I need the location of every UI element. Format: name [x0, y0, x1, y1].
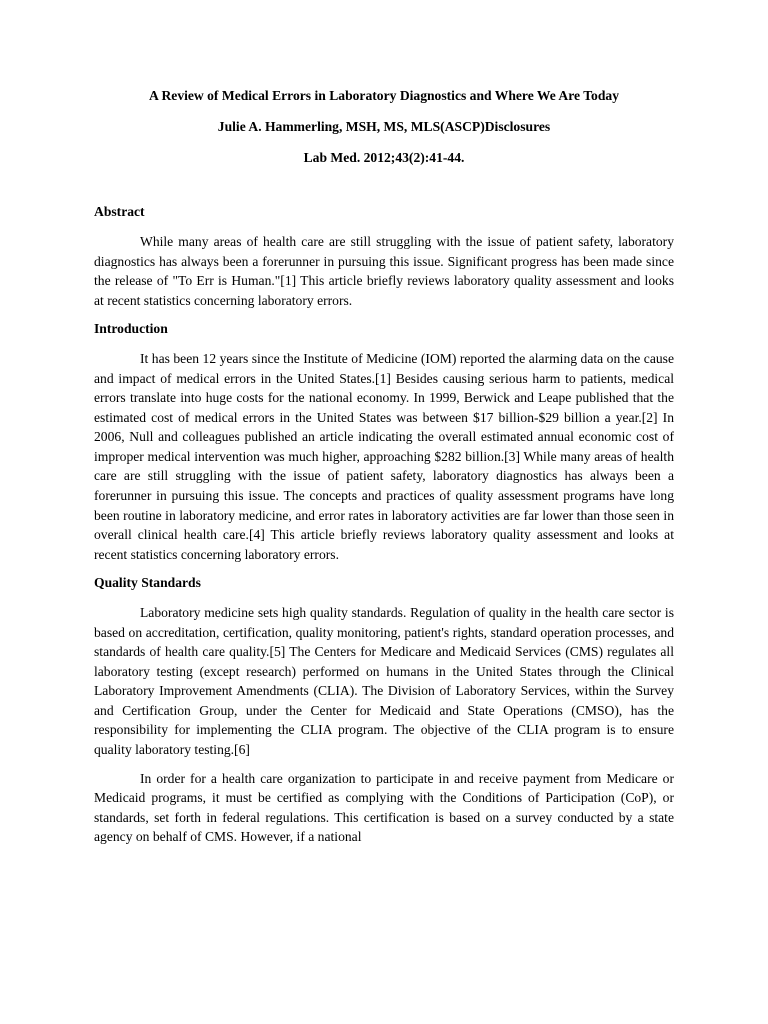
- document-title: A Review of Medical Errors in Laboratory Diagnostics and Where We Are Today: [149, 88, 619, 103]
- paragraph: Laboratory medicine sets high quality standards. Regulation of quality in the health care sector is based on accreditation, certification, quality monitoring, patient's rights, standard operation processes, and standards of health care quality.[5] The Centers for Medicare and Medicaid Services (CMS) regulates all laboratory testing (except research) performed on humans in the United States through the Clinical Laboratory Improvement Amendments (CLIA). The Division of Laboratory Services, within the Survey and Certification Group, under the Center for Medicaid and State Operations (CMSO), has the responsibility for implementing the CLIA program. The objective of the CLIA program is to ensure quality laboratory testing.[6]: [94, 605, 674, 758]
- document-author: Julie A. Hammerling, MSH, MS, MLS(ASCP)Disclosures: [217, 119, 551, 134]
- section-heading: Introduction: [94, 321, 168, 337]
- title-block: [94, 86, 674, 168]
- paragraph: While many areas of health care are still struggling with the issue of patient safety, laboratory diagnostics has always been a forerunner in pursuing this issue. Significant progress has been made since the release of "To Err is Human."[1] This article briefly reviews laboratory quality assessment and looks at recent statistics concerning laboratory errors.: [94, 234, 674, 308]
- section-introduction: [94, 319, 674, 564]
- paragraph: It has been 12 years since the Institute of Medicine (IOM) reported the alarming data on the cause and impact of medical errors in the United States.[1] Besides causing serious harm to patients, medical errors translate into huge costs for the national economy. In 1999, Berwick and Leape published that the estimated cost of medical errors in the United States was between $17 billion-$29 billion a year.[2] In 2006, Null and colleagues published an article indicating the overall estimated annual economic cost of improper medical intervention was much higher, approaching $282 billion.[3] While many areas of health care are still struggling with the issue of patient safety, laboratory diagnostics has always been a forerunner in pursuing this issue. The concepts and practices of quality assessment programs have long been routine in laboratory medicine, and error rates in laboratory activities are far lower than those seen in overall clinical health care.[4] This article briefly reviews laboratory quality assessment and looks at recent statistics concerning laboratory errors.: [94, 351, 674, 562]
- section-abstract: [94, 202, 674, 310]
- document-citation: Lab Med. 2012;43(2):41-44.: [303, 150, 465, 165]
- section-heading: Abstract: [94, 204, 145, 219]
- document-page: [94, 86, 674, 847]
- section-quality-standards: [94, 573, 674, 847]
- section-heading: Quality Standards: [94, 575, 201, 591]
- paragraph: In order for a health care organization to participate in and receive payment from Medicare or Medicaid programs, it must be certified as complying with the Conditions of Participation (CoP), or standards, set forth in federal regulations. This certification is based on a survey conducted by a state agency on behalf of CMS. However, if a national: [94, 770, 674, 845]
